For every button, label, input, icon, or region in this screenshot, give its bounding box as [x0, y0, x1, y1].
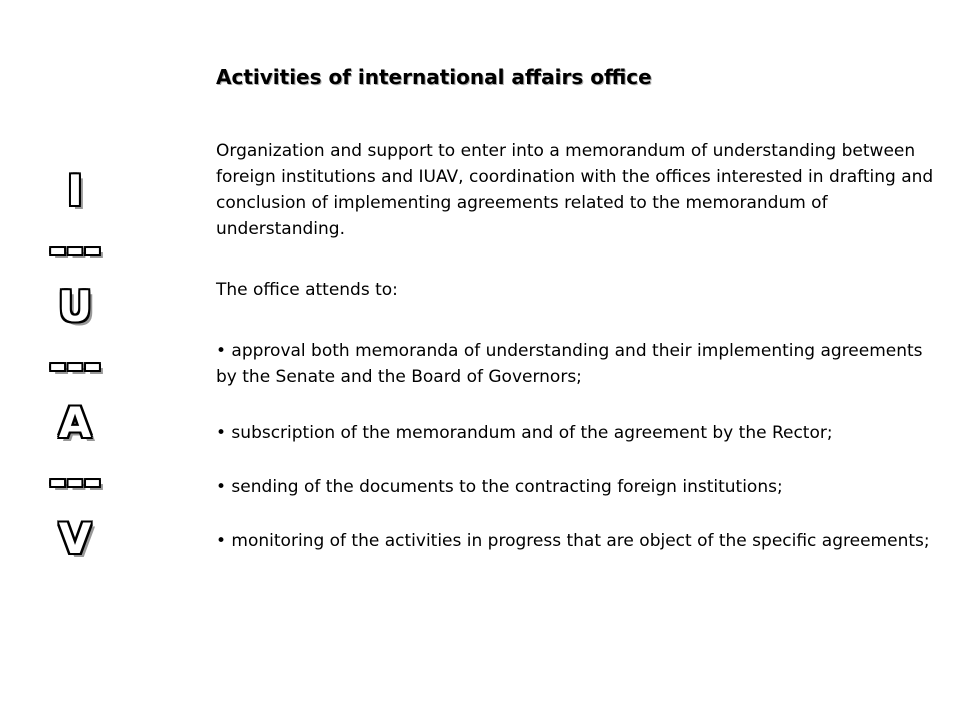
bullet-item: • sending of the documents to the contracting foreign institutions;: [216, 477, 783, 497]
iuav-logo: [30, 162, 120, 568]
attends-heading: The office attends to:: [216, 280, 398, 300]
slide-title: Activities of international affairs office: [216, 65, 652, 89]
logo-separator: ---: [48, 224, 102, 273]
logo-letter-a: A: [58, 398, 92, 447]
logo-separator: ---: [48, 340, 102, 389]
slide-content: [216, 62, 936, 554]
bullet-item: • approval both memoranda of understanding and their implementing agreements by the Senate and the Board of Governors;: [216, 341, 923, 387]
logo-separator: ---: [48, 456, 102, 505]
bullet-item: • subscription of the memorandum and of the agreement by the Rector;: [216, 423, 833, 443]
logo-letter-u: U: [57, 282, 93, 331]
logo-letter-v: V: [58, 514, 92, 563]
intro-paragraph: Organization and support to enter into a memorandum of understanding between foreign institutions and IUAV, coordination with the offices interested in drafting and conclusion of implementing agreements related to the memorandum of understanding.: [216, 141, 934, 239]
logo-letter-i: I: [67, 166, 83, 215]
bullet-item: • monitoring of the activities in progress that are object of the specific agreements;: [216, 531, 930, 551]
